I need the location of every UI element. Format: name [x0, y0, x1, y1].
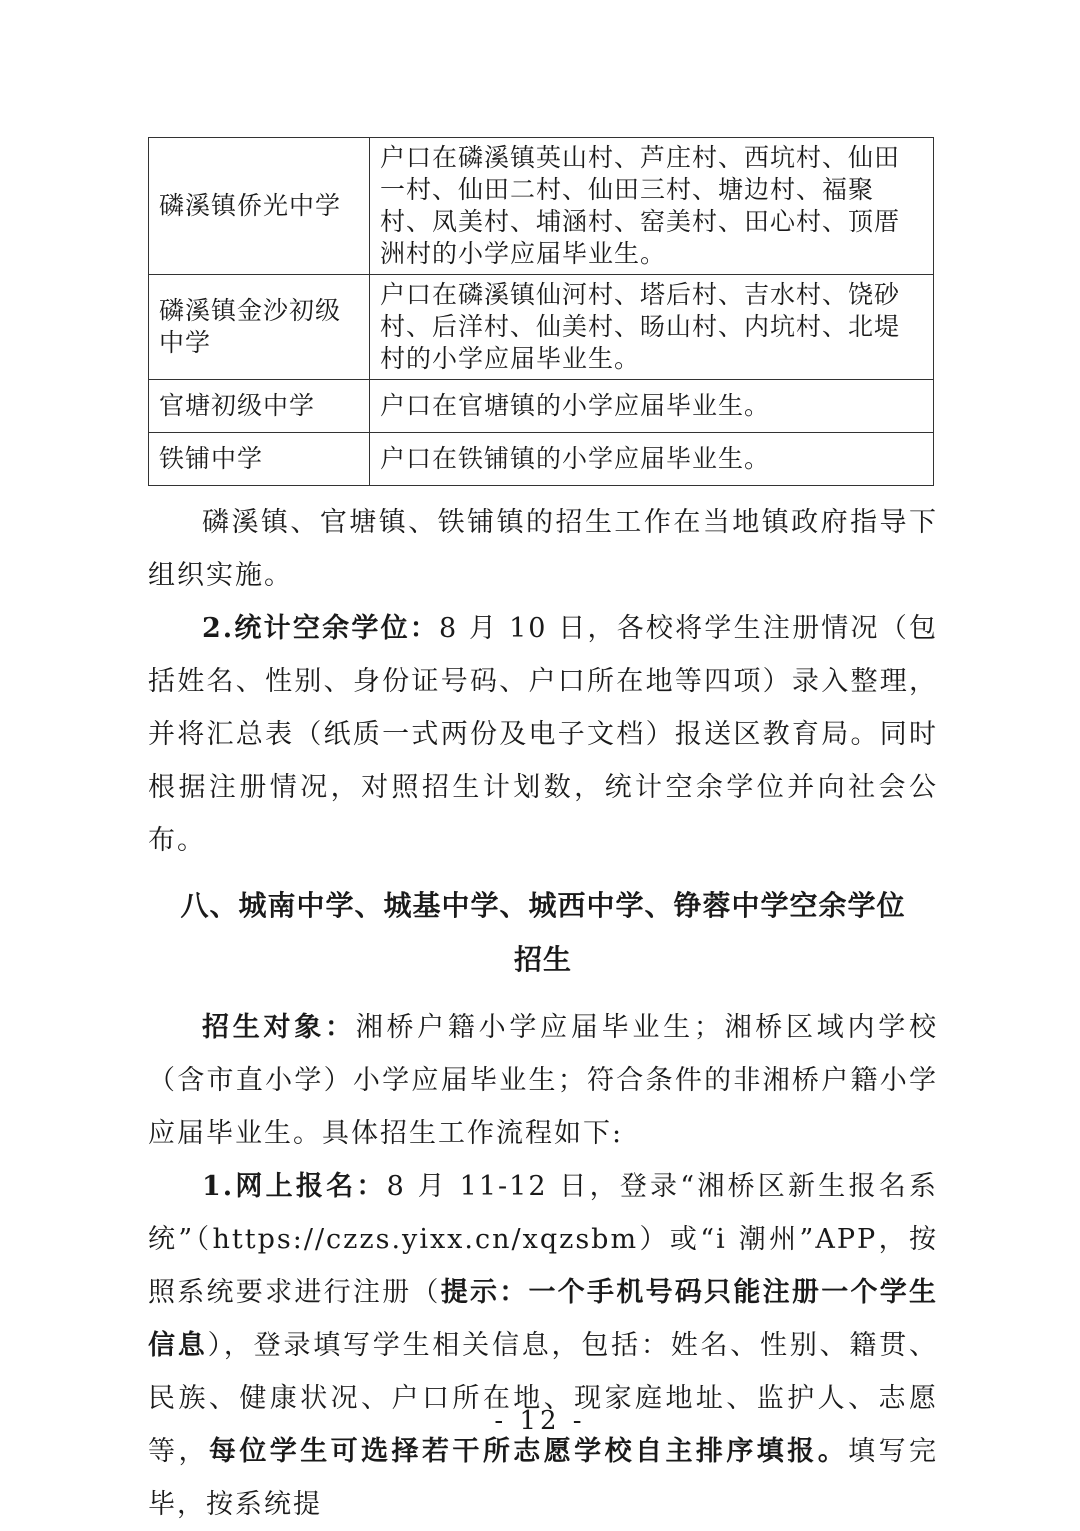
paragraph-label: 1.网上报名：: [202, 1171, 387, 1202]
document-page: [148, 137, 938, 1531]
paragraph-text: 8 月 10 日，各校将学生注册情况（包括姓名、性别、身份证号码、户口所在地等四项）录入整理，并将汇总表（纸质一式两份及电子文档）报送区教育局。同时根据注册情况，对照招生计划数，统计空余学位并向社会公布。: [148, 613, 938, 856]
enrollment-scope-cell: 户口在铁铺镇的小学应届毕业生。: [370, 433, 934, 486]
registration-tip: 提示：一个手机号码只能注册一个学生信息: [148, 1277, 939, 1361]
section-heading-line: 八、城南中学、城基中学、城西中学、铮蓉中学空余学位: [180, 889, 906, 922]
paragraph-label: 2.统计空余学位：: [202, 613, 440, 644]
paragraph-text: 填写完毕，按系统提: [148, 1436, 939, 1520]
section-heading-line: 招生: [513, 943, 572, 976]
town-organization-paragraph: 磷溪镇、官塘镇、铁铺镇的招生工作在当地镇政府指导下组织实施。: [148, 507, 938, 591]
school-name-cell: 铁铺中学: [149, 433, 370, 486]
enrollment-scope-cell: 户口在磷溪镇仙河村、塔后村、吉水村、饶砂村、后洋村、仙美村、旸山村、内坑村、北堤村的小学应届毕业生。: [370, 275, 934, 380]
table-row: [149, 380, 934, 433]
paragraph-label: 招生对象：: [202, 1012, 356, 1043]
table-row: [149, 138, 934, 275]
enrollment-target-paragraph: [148, 1001, 938, 1160]
school-name-cell: 磷溪镇金沙初级中学: [149, 275, 370, 380]
page-number: - 12 -: [494, 1406, 586, 1436]
vacancy-statistics-paragraph: [148, 602, 938, 867]
emphasis-text: 每位学生可选择若干所志愿学校自主排序填报。: [208, 1436, 849, 1467]
enrollment-scope-cell: 户口在官塘镇的小学应届毕业生。: [370, 380, 934, 433]
school-name-cell: 官塘初级中学: [149, 380, 370, 433]
table-row: [149, 433, 934, 486]
paragraph-text: ），登录填写学生相关信息，包括：姓名、性别、籍贯、民族、健康状况、户口所在地、现家庭地址、监护人、志愿等，: [148, 1330, 939, 1467]
online-registration-paragraph: [148, 1160, 938, 1531]
enrollment-scope-cell: 户口在磷溪镇英山村、芦庄村、西坑村、仙田一村、仙田二村、仙田三村、塘边村、福聚村、凤美村、埔涵村、窑美村、田心村、顶厝洲村的小学应届毕业生。: [370, 138, 934, 275]
school-name-cell: 磷溪镇侨光中学: [149, 138, 370, 275]
school-district-table: [148, 137, 934, 486]
paragraph-text: 湘桥户籍小学应届毕业生；湘桥区域内学校（含市直小学）小学应届毕业生；符合条件的非湘桥户籍小学应届毕业生。具体招生工作流程如下:: [148, 1012, 939, 1149]
section-heading: [148, 879, 938, 987]
table-row: [149, 275, 934, 380]
paragraph-text: 8 月 11-12 日，登录“湘桥区新生报名系统”（https://czzs.yixx.cn/xqzsbm）或“i 潮州”APP，按照系统要求进行注册（: [148, 1171, 938, 1308]
